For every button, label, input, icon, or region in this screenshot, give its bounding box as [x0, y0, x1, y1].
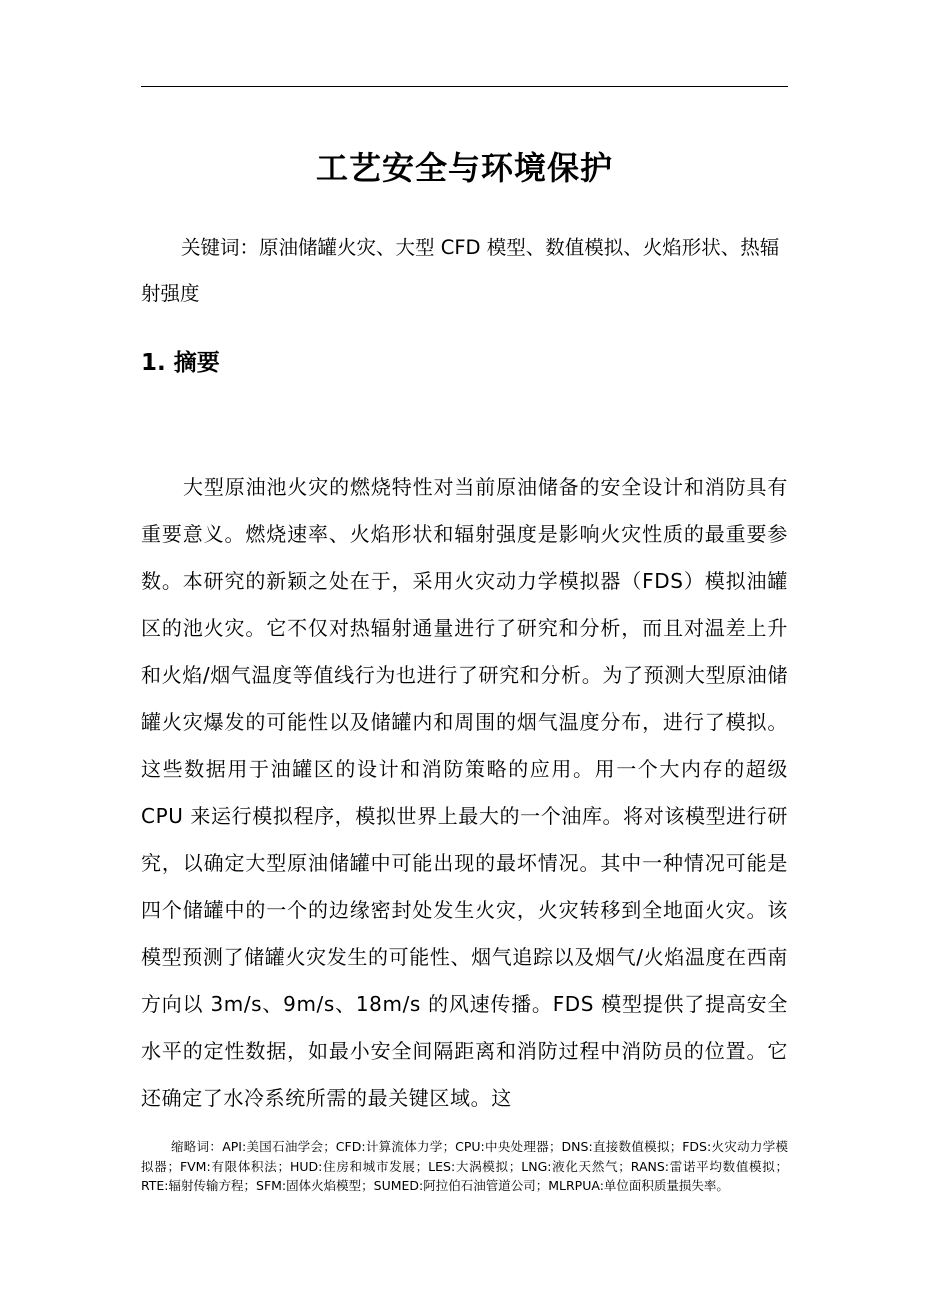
abstract-paragraph: 大型原油池火灾的燃烧特性对当前原油储备的安全设计和消防具有重要意义。燃烧速率、火焰形状和辐射强度是影响火灾性质的最重要参数。本研究的新颖之处在于，采用火灾动力学模拟器（FDS）模拟油罐区的池火灾。它不仅对热辐射通量进行了研究和分析，而且对温差上升和火焰/烟气温度等值线行为也进行了研究和分析。为了预测大型原油储罐火灾爆发的可能性以及储罐内和周围的烟气温度分布，进行了模拟。这些数据用于油罐区的设计和消防策略的应用。用一个大内存的超级 CPU 来运行模拟程序，模拟世界上最大的一个油库。将对该模型进行研究，以确定大型原油储罐中可能出现的最坏情况。其中一种情况可能是四个储罐中的一个的边缘密封处发生火灾，火灾转移到全地面火灾。该模型预测了储罐火灾发生的可能性、烟气追踪以及烟气/火焰温度在西南方向以 3m/s、9m/s、18m/s 的风速传播。FDS 模型提供了提高安全水平的定性数据，如最小安全间隔距离和消防过程中消防员的位置。它还确定了水冷系统所需的最关键区域。这 — [141, 475, 788, 1110]
section-heading-abstract: 1. 摘要 — [141, 350, 220, 376]
keywords-paragraph: 关键词：原油储罐火灾、大型 CFD 模型、数值模拟、火焰形状、热辐射强度 — [141, 236, 780, 305]
header-rule — [141, 86, 788, 87]
page-title: 工艺安全与环境保护 — [315, 149, 613, 187]
abbreviations-footnote: 缩略词：API:美国石油学会；CFD:计算流体力学；CPU:中央处理器；DNS:直接数值模拟；FDS:火灾动力学模拟器；FVM:有限体积法；HUD:住房和城市发展；LES:大涡模拟；LNG:液化天然气；RANS:雷诺平均数值模拟；RTE:辐射传输方程；SFM:固体火焰模型；SUMED:阿拉伯石油管道公司；MLRPUA:单位面积质量损失率。 — [141, 1139, 788, 1193]
